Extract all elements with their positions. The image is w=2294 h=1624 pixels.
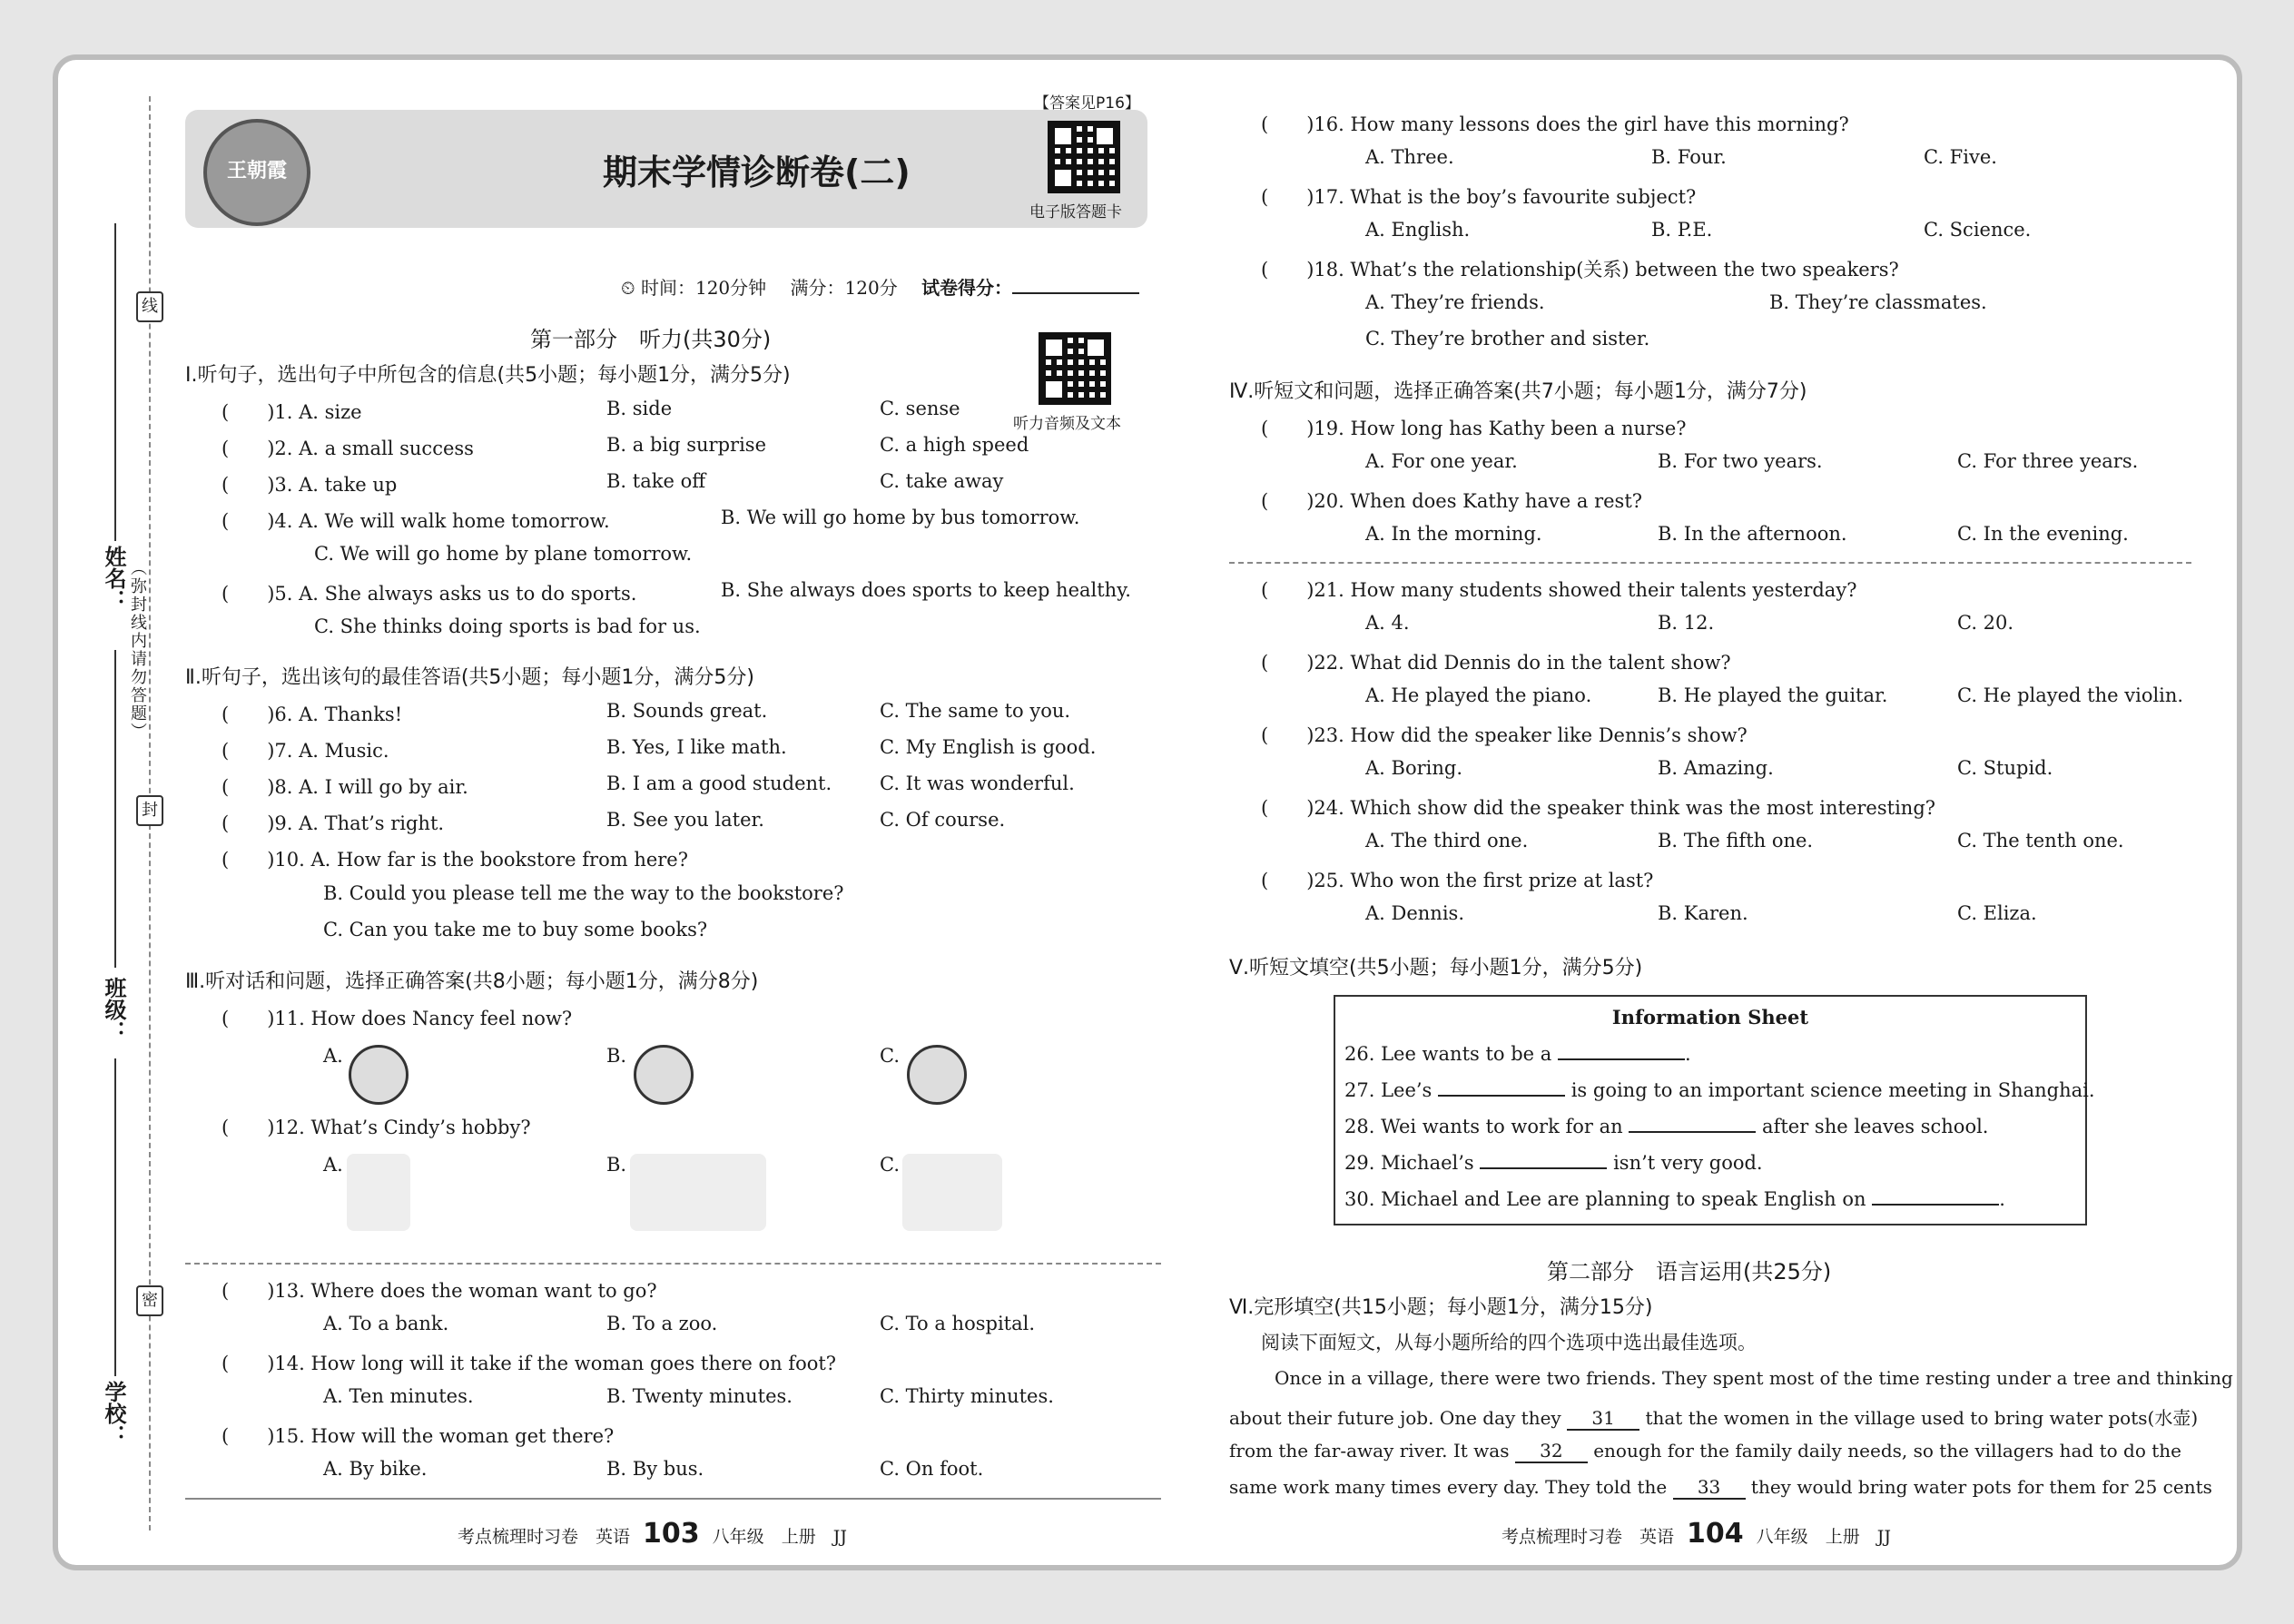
q10-option-b: B. Could you please tell me the way to the bookstore? <box>323 882 844 904</box>
q16-stem: ( )16. How many lessons does the girl have this morning? <box>1261 113 1849 135</box>
q24-stem: ( )24. Which show did the speaker think was the most interesting? <box>1261 797 1936 819</box>
time-limit: 时间：120分钟 <box>640 277 767 299</box>
q20-stem: ( )20. When does Kathy have a rest? <box>1261 490 1643 512</box>
q6-stem: ( )6. A. Thanks! <box>222 704 403 725</box>
q18-stem: ( )18. What’s the relationship(关系) between the two speakers? <box>1261 259 1899 281</box>
q21-option-b: B. 12. <box>1658 612 1715 634</box>
q10-stem: ( )10. A. How far is the bookstore from here? <box>222 849 688 871</box>
q5-option-c: C. She thinks doing sports is bad for us. <box>314 615 701 637</box>
q14-option-c: C. Thirty minutes. <box>880 1385 1054 1407</box>
q9-option-b: B. See you later. <box>606 809 764 831</box>
info-line-29: 29. Michael’s isn’t very good. <box>1344 1149 1763 1174</box>
seal-char-secret: 密 <box>136 1285 163 1316</box>
section-5-heading: Ⅴ.听短文填空(共5小题；每小题1分，满分5分) <box>1229 957 1643 979</box>
q25-option-c: C. Eliza. <box>1957 902 2037 924</box>
cloze-line-1: Once in a village, there were two friends. They spent most of the time resting under a tree and thinking <box>1275 1367 2233 1389</box>
part2-title: 第二部分 语言运用(共25分) <box>1547 1259 1832 1284</box>
q3-option-c: C. take away <box>880 470 1004 492</box>
blank-27[interactable] <box>1438 1077 1565 1097</box>
info-line-30: 30. Michael and Lee are planning to speak English on . <box>1344 1186 2005 1210</box>
q8-stem: ( )8. A. I will go by air. <box>222 776 468 798</box>
footer-right-subject: 英语 <box>1639 1527 1675 1547</box>
q19-option-a: A. For one year. <box>1365 450 1518 472</box>
q23-stem: ( )23. How did the speaker like Dennis’s show? <box>1261 724 1748 746</box>
school-label: 学校： <box>101 1381 126 1446</box>
angry-face-icon <box>634 1045 694 1105</box>
q3-stem: ( )3. A. take up <box>222 474 398 496</box>
q20-option-c: C. In the evening. <box>1957 523 2129 545</box>
q10-option-c: C. Can you take me to buy some books? <box>323 919 708 940</box>
footer-right-grade: 八年级 <box>1756 1527 1808 1547</box>
happy-face-icon <box>349 1045 409 1105</box>
answer-card-qr-icon[interactable] <box>1048 121 1120 193</box>
page-number-left: 103 <box>643 1518 700 1550</box>
footer-left-subject: 英语 <box>596 1527 631 1547</box>
q11-option-b: B. <box>606 1045 627 1067</box>
q8-option-b: B. I am a good student. <box>606 773 832 794</box>
q2-stem: ( )2. A. a small success <box>222 438 474 459</box>
q13-stem: ( )13. Where does the woman want to go? <box>222 1280 657 1302</box>
school-line <box>114 1058 116 1376</box>
q21-option-c: C. 20. <box>1957 612 2014 634</box>
answer-card-caption: 电子版答题卡 <box>1029 203 1122 221</box>
q2-option-c: C. a high speed <box>880 434 1029 456</box>
q5-option-b: B. She always does sports to keep healthy. <box>721 579 1131 601</box>
audio-qr-icon[interactable] <box>1039 332 1111 405</box>
name-label: 姓名： <box>101 546 126 611</box>
section-3-heading: Ⅲ.听对话和问题，选择正确答案(共8小题；每小题1分，满分8分) <box>185 970 759 993</box>
footer-left <box>458 1518 847 1550</box>
q8-option-c: C. It was wonderful. <box>880 773 1075 794</box>
q18-option-c: C. They’re brother and sister. <box>1365 328 1650 349</box>
q14-option-a: A. Ten minutes. <box>323 1385 474 1407</box>
blank-30[interactable] <box>1872 1186 1999 1206</box>
footer-left-edition: JJ <box>832 1527 847 1547</box>
q25-option-b: B. Karen. <box>1658 902 1748 924</box>
q7-stem: ( )7. A. Music. <box>222 740 389 762</box>
exam-info <box>621 273 1139 300</box>
info-line-26: 26. Lee wants to be a . <box>1344 1040 1691 1065</box>
q22-option-a: A. He played the piano. <box>1365 684 1592 706</box>
sad-face-icon <box>907 1045 967 1105</box>
footer-left-term: 上册 <box>781 1527 816 1547</box>
blank-29[interactable] <box>1480 1149 1607 1169</box>
q22-option-b: B. He played the guitar. <box>1658 684 1888 706</box>
q12-stem: ( )12. What’s Cindy’s hobby? <box>222 1117 531 1138</box>
q4-stem: ( )4. A. We will walk home tomorrow. <box>222 510 610 532</box>
q15-option-c: C. On foot. <box>880 1458 984 1480</box>
section-divider <box>185 1263 1161 1265</box>
q17-stem: ( )17. What is the boy’s favourite subject? <box>1261 186 1697 208</box>
q6-option-b: B. Sounds great. <box>606 700 768 722</box>
score-label: 试卷得分： <box>921 277 1013 299</box>
q22-option-c: C. He played the violin. <box>1957 684 2184 706</box>
part1-title: 第一部分 听力(共30分) <box>530 327 772 352</box>
exam-sheet <box>53 54 2242 1570</box>
q15-option-b: B. By bus. <box>606 1458 704 1480</box>
info-line-27: 27. Lee’s is going to an important science meeting in Shanghai. <box>1344 1077 2095 1101</box>
q6-option-c: C. The same to you. <box>880 700 1071 722</box>
footer-right-term: 上册 <box>1825 1527 1860 1547</box>
q19-stem: ( )19. How long has Kathy been a nurse? <box>1261 418 1687 439</box>
q1-option-b: B. side <box>606 398 673 419</box>
cloze-line-2: about their future job. One day they 31 that the women in the village used to bring water pots(水壶) <box>1229 1407 2199 1429</box>
seal-char-line: 线 <box>136 291 163 322</box>
violin-girl-image <box>347 1154 410 1231</box>
q16-option-c: C. Five. <box>1924 146 1997 168</box>
answer-reference: 【答案见P16】 <box>1034 94 1140 113</box>
q1-option-c: C. sense <box>880 398 960 419</box>
q23-option-a: A. Boring. <box>1365 757 1462 779</box>
q4-option-b: B. We will go home by bus tomorrow. <box>721 507 1080 528</box>
q5-stem: ( )5. A. She always asks us to do sports. <box>222 583 637 605</box>
footer-right-edition: JJ <box>1876 1527 1891 1547</box>
q23-option-c: C. Stupid. <box>1957 757 2053 779</box>
cloze-line-3: from the far-away river. It was 32 enough for the family daily needs, so the villagers had to do the <box>1229 1440 2181 1462</box>
cloze-blank-32[interactable]: 32 <box>1515 1440 1588 1463</box>
full-score: 满分：120分 <box>790 277 898 299</box>
q17-option-c: C. Science. <box>1924 219 2032 241</box>
section-6-heading: Ⅵ.完形填空(共15小题；每小题1分，满分15分) <box>1229 1296 1653 1319</box>
q15-option-a: A. By bike. <box>323 1458 428 1480</box>
left-bottom-rule <box>185 1498 1161 1500</box>
q23-option-b: B. Amazing. <box>1658 757 1774 779</box>
q13-option-a: A. To a bank. <box>323 1313 449 1334</box>
q22-stem: ( )22. What did Dennis do in the talent show? <box>1261 652 1731 674</box>
q21-stem: ( )21. How many students showed their talents yesterday? <box>1261 579 1857 601</box>
q17-option-a: A. English. <box>1365 219 1471 241</box>
q16-option-b: B. Four. <box>1651 146 1727 168</box>
q20-option-a: A. In the morning. <box>1365 523 1542 545</box>
class-label: 班级： <box>101 977 126 1042</box>
page-title: 期末学情诊断卷(二) <box>603 153 911 192</box>
q4-option-c: C. We will go home by plane tomorrow. <box>314 543 693 565</box>
info-line-28: 28. Wei wants to work for an after she leaves school. <box>1344 1113 1988 1137</box>
q17-option-b: B. P.E. <box>1651 219 1713 241</box>
class-line <box>114 650 116 968</box>
q1-stem: ( )1. A. size <box>222 401 362 423</box>
name-line <box>114 223 116 541</box>
q15-stem: ( )15. How will the woman get there? <box>222 1425 615 1447</box>
info-sheet-title: Information Sheet <box>1611 1006 1809 1029</box>
section-1-heading: Ⅰ.听句子，选出句子中所包含的信息(共5小题；每小题1分，满分5分) <box>185 364 791 387</box>
q24-option-b: B. The fifth one. <box>1658 830 1814 851</box>
q25-option-a: A. Dennis. <box>1365 902 1464 924</box>
seal-char-seal: 封 <box>136 795 163 826</box>
q11-stem: ( )11. How does Nancy feel now? <box>222 1008 573 1029</box>
q3-option-b: B. take off <box>606 470 706 492</box>
q18-option-a: A. They’re friends. <box>1365 291 1545 313</box>
seal-note: （弥封线内请勿答题） <box>128 559 147 741</box>
q13-option-c: C. To a hospital. <box>880 1313 1036 1334</box>
q2-option-b: B. a big surprise <box>606 434 766 456</box>
q20-option-b: B. In the afternoon. <box>1658 523 1847 545</box>
blank-26[interactable] <box>1558 1040 1685 1060</box>
piano-girl-image <box>630 1154 766 1231</box>
section-divider-right <box>1229 562 2191 564</box>
footer-right-series: 考点梳理时习卷 <box>1501 1527 1623 1547</box>
header-banner <box>185 94 1147 228</box>
logo-seal <box>203 119 310 226</box>
q14-option-b: B. Twenty minutes. <box>606 1385 793 1407</box>
q19-option-c: C. For three years. <box>1957 450 2139 472</box>
q9-stem: ( )9. A. That’s right. <box>222 812 445 834</box>
q24-option-a: A. The third one. <box>1365 830 1529 851</box>
information-sheet <box>1334 995 2095 1225</box>
binding-gutter <box>58 60 203 1576</box>
q21-option-a: A. 4. <box>1365 612 1410 634</box>
q13-option-b: B. To a zoo. <box>606 1313 718 1334</box>
section-2-heading: Ⅱ.听句子，选出该句的最佳答语(共5小题；每小题1分，满分5分) <box>185 666 754 689</box>
q9-option-c: C. Of course. <box>880 809 1006 831</box>
page-number-right: 104 <box>1687 1518 1744 1550</box>
blank-28[interactable] <box>1629 1113 1756 1133</box>
q19-option-b: B. For two years. <box>1658 450 1823 472</box>
q11-option-a: A. <box>323 1045 343 1067</box>
footer-left-series: 考点梳理时习卷 <box>458 1527 579 1547</box>
cloze-line-4: same work many times every day. They told the 33 they would bring water pots for them for 25 cents <box>1229 1476 2212 1498</box>
score-blank[interactable] <box>1012 274 1139 294</box>
q11-option-c: C. <box>880 1045 900 1067</box>
cloze-blank-33[interactable]: 33 <box>1673 1476 1746 1500</box>
q25-stem: ( )25. Who won the first prize at last? <box>1261 870 1654 891</box>
q12-option-c: C. <box>880 1154 900 1176</box>
q12-option-b: B. <box>606 1154 627 1176</box>
q16-option-a: A. Three. <box>1365 146 1454 168</box>
logo-text: 王朝霞 <box>226 160 287 182</box>
footer-right <box>1501 1518 1891 1550</box>
soccer-girl-image <box>902 1154 1002 1231</box>
q24-option-c: C. The tenth one. <box>1957 830 2124 851</box>
footer-left-grade: 八年级 <box>712 1527 764 1547</box>
audio-caption: 听力音频及文本 <box>1013 415 1121 433</box>
q14-stem: ( )14. How long will it take if the woman goes there on foot? <box>222 1353 837 1374</box>
clock-icon: ⏲ <box>621 277 635 299</box>
cloze-instruction: 阅读下面短文，从每小题所给的四个选项中选出最佳选项。 <box>1261 1332 1757 1353</box>
section-4-heading: Ⅳ.听短文和问题，选择正确答案(共7小题；每小题1分，满分7分) <box>1229 380 1807 403</box>
q12-option-a: A. <box>323 1154 343 1176</box>
cloze-blank-31[interactable]: 31 <box>1567 1407 1639 1431</box>
q7-option-c: C. My English is good. <box>880 736 1097 758</box>
q7-option-b: B. Yes, I like math. <box>606 736 787 758</box>
q18-option-b: B. They’re classmates. <box>1769 291 1987 313</box>
